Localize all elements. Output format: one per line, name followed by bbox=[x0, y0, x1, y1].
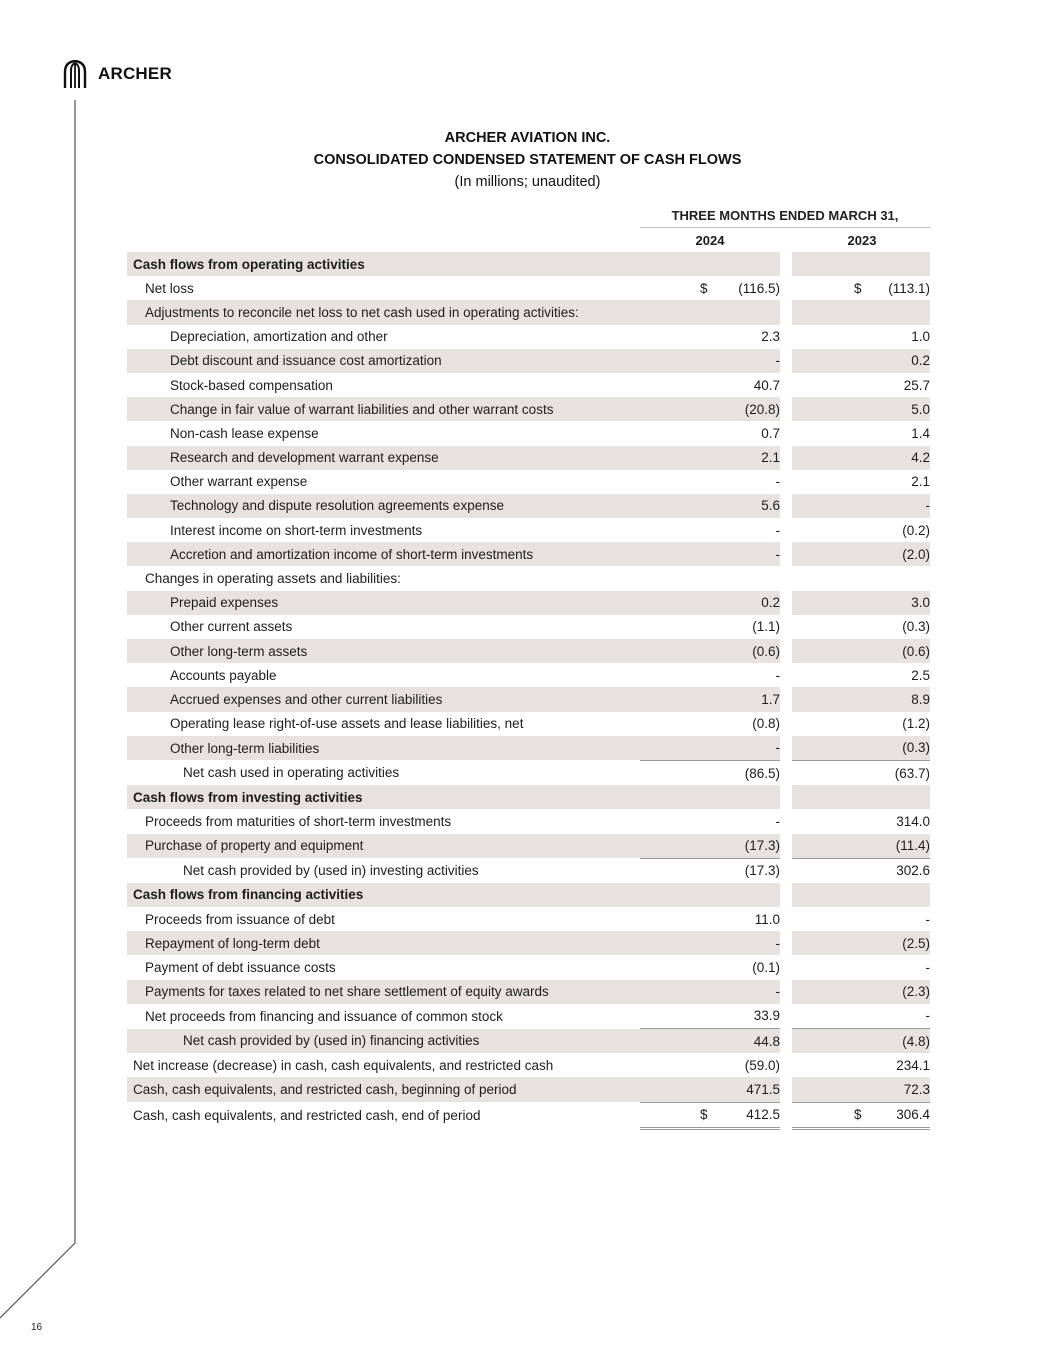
value-2023 bbox=[792, 566, 930, 590]
column-gap bbox=[780, 1077, 792, 1102]
amount: - bbox=[775, 813, 780, 829]
value-2023 bbox=[792, 252, 930, 276]
value-2023 bbox=[792, 1077, 930, 1102]
column-gap bbox=[780, 809, 792, 833]
amount: (0.8) bbox=[752, 716, 780, 732]
column-gap bbox=[780, 663, 792, 687]
value-2024 bbox=[640, 397, 780, 421]
amount: (2.5) bbox=[902, 935, 930, 951]
column-gap bbox=[780, 349, 792, 373]
value-2024 bbox=[640, 687, 780, 711]
amount: (0.3) bbox=[902, 619, 930, 635]
amount: (0.3) bbox=[902, 740, 930, 756]
row-label: Net cash provided by (used in) financing activities bbox=[127, 1029, 640, 1054]
amount: - bbox=[775, 667, 780, 683]
column-gap bbox=[780, 955, 792, 979]
value-2024 bbox=[640, 252, 780, 276]
value-2024 bbox=[640, 1077, 780, 1102]
value-2024 bbox=[640, 349, 780, 373]
value-2024 bbox=[640, 1102, 780, 1128]
value-2024 bbox=[640, 883, 780, 907]
cash-flow-table bbox=[127, 252, 930, 1130]
amount: 234.1 bbox=[896, 1057, 930, 1073]
amount: 4.2 bbox=[911, 450, 930, 466]
column-gap bbox=[780, 470, 792, 494]
amount: 2.1 bbox=[911, 474, 930, 490]
column-gap bbox=[780, 639, 792, 663]
column-gap bbox=[780, 300, 792, 324]
amount: (86.5) bbox=[744, 765, 780, 781]
year-header-2024: 2024 bbox=[695, 233, 725, 248]
amount: 0.2 bbox=[761, 595, 780, 611]
value-2024 bbox=[640, 300, 780, 324]
value-2024 bbox=[640, 980, 780, 1004]
table-row bbox=[127, 325, 930, 349]
table-row bbox=[127, 980, 930, 1004]
table-row bbox=[127, 470, 930, 494]
row-label: Cash, cash equivalents, and restricted cash, end of period bbox=[133, 1107, 481, 1123]
value-2023 bbox=[792, 1029, 930, 1054]
amount: (2.3) bbox=[902, 984, 930, 1000]
table-row bbox=[127, 858, 930, 883]
amount: 1.0 bbox=[911, 329, 930, 345]
amount: 0.2 bbox=[911, 353, 930, 369]
row-label: Interest income on short-term investments bbox=[170, 522, 423, 538]
amount: 1.4 bbox=[911, 425, 930, 441]
amount: (116.5) bbox=[738, 280, 780, 296]
table-row bbox=[127, 639, 930, 663]
amount: - bbox=[775, 546, 780, 562]
table-row bbox=[127, 931, 930, 955]
row-label: Net loss bbox=[145, 280, 194, 296]
amount: (1.2) bbox=[902, 716, 930, 732]
amount: 5.0 bbox=[911, 401, 930, 417]
row-label: Accrued expenses and other current liabilities bbox=[127, 687, 640, 711]
amount: 11.0 bbox=[754, 911, 780, 927]
table-row bbox=[127, 300, 930, 324]
amount: (63.7) bbox=[894, 765, 930, 781]
table-row bbox=[127, 494, 930, 518]
value-2024 bbox=[640, 1029, 780, 1054]
amount: 8.9 bbox=[911, 691, 930, 707]
column-gap bbox=[780, 834, 792, 859]
column-gap bbox=[780, 785, 792, 809]
column-gap bbox=[780, 931, 792, 955]
value-2023 bbox=[792, 1053, 930, 1077]
table-row bbox=[127, 883, 930, 907]
table-row bbox=[127, 1053, 930, 1077]
table-row bbox=[127, 1102, 930, 1128]
table-row bbox=[127, 809, 930, 833]
amount: 33.9 bbox=[753, 1008, 780, 1024]
row-label: Research and development warrant expense bbox=[127, 446, 640, 470]
column-gap bbox=[780, 712, 792, 736]
statement-title: CONSOLIDATED CONDENSED STATEMENT OF CASH FLOWS bbox=[313, 152, 742, 168]
row-label: Cash flows from operating activities bbox=[127, 252, 640, 276]
value-2024 bbox=[640, 325, 780, 349]
value-2024 bbox=[640, 1053, 780, 1077]
value-2024 bbox=[640, 494, 780, 518]
column-gap bbox=[780, 1029, 792, 1054]
table-row bbox=[127, 518, 930, 542]
row-label: Technology and dispute resolution agreements expense bbox=[127, 494, 640, 518]
row-label: Depreciation, amortization and other bbox=[170, 329, 388, 345]
amount: (0.1) bbox=[752, 960, 780, 976]
value-2024 bbox=[640, 470, 780, 494]
column-gap bbox=[780, 907, 792, 931]
value-2024 bbox=[640, 542, 780, 566]
value-2023 bbox=[792, 712, 930, 736]
value-2023 bbox=[792, 446, 930, 470]
amount: 2.1 bbox=[761, 450, 780, 466]
row-label: Cash, cash equivalents, and restricted cash, beginning of period bbox=[127, 1077, 640, 1102]
amount: (2.0) bbox=[902, 546, 930, 562]
value-2023 bbox=[792, 785, 930, 809]
value-2024 bbox=[640, 907, 780, 931]
value-2024 bbox=[640, 931, 780, 955]
value-2024 bbox=[640, 858, 780, 883]
amount: - bbox=[775, 740, 780, 756]
amount: (20.8) bbox=[744, 401, 780, 417]
value-2024 bbox=[640, 712, 780, 736]
amount: - bbox=[775, 522, 780, 538]
value-2023 bbox=[792, 300, 930, 324]
column-gap bbox=[780, 494, 792, 518]
row-label: Other long-term liabilities bbox=[127, 736, 640, 761]
amount: - bbox=[925, 1008, 930, 1024]
value-2023 bbox=[792, 1004, 930, 1029]
row-label: Proceeds from issuance of debt bbox=[145, 911, 335, 927]
amount: 25.7 bbox=[903, 377, 930, 393]
table-row bbox=[127, 373, 930, 397]
amount: 306.4 bbox=[896, 1107, 930, 1123]
value-2023 bbox=[792, 980, 930, 1004]
value-2023 bbox=[792, 373, 930, 397]
column-gap bbox=[780, 687, 792, 711]
column-gap bbox=[780, 252, 792, 276]
column-gap bbox=[780, 883, 792, 907]
row-label: Other warrant expense bbox=[170, 474, 308, 490]
value-2024 bbox=[640, 955, 780, 979]
amount: 2.3 bbox=[761, 329, 780, 345]
amount: (0.2) bbox=[902, 522, 930, 538]
currency-symbol: $ bbox=[854, 1107, 862, 1123]
row-label: Accretion and amortization income of short-term investments bbox=[127, 542, 640, 566]
amount: 44.8 bbox=[753, 1033, 780, 1049]
value-2023 bbox=[792, 397, 930, 421]
row-label: Net proceeds from financing and issuance of common stock bbox=[145, 1008, 503, 1024]
amount: (17.3) bbox=[744, 838, 780, 854]
row-label: Proceeds from maturities of short-term investments bbox=[145, 813, 452, 829]
value-2024 bbox=[640, 421, 780, 445]
value-2023 bbox=[792, 955, 930, 979]
row-label: Payment of debt issuance costs bbox=[145, 960, 336, 976]
row-label: Payments for taxes related to net share settlement of equity awards bbox=[127, 980, 640, 1004]
row-label: Operating lease right-of-use assets and lease liabilities, net bbox=[170, 716, 524, 732]
amount: - bbox=[775, 984, 780, 1000]
value-2023 bbox=[792, 809, 930, 833]
row-label: Purchase of property and equipment bbox=[127, 834, 640, 859]
row-label: Prepaid expenses bbox=[127, 591, 640, 615]
value-2023 bbox=[792, 421, 930, 445]
value-2024 bbox=[640, 446, 780, 470]
value-2024 bbox=[640, 276, 780, 300]
amount: - bbox=[925, 498, 930, 514]
value-2023 bbox=[792, 858, 930, 883]
column-gap bbox=[780, 446, 792, 470]
value-2023 bbox=[792, 325, 930, 349]
value-2024 bbox=[640, 518, 780, 542]
value-2024 bbox=[640, 566, 780, 590]
table-row bbox=[127, 566, 930, 590]
currency-symbol: $ bbox=[700, 1107, 708, 1123]
table-row bbox=[127, 907, 930, 931]
amount: 412.5 bbox=[746, 1107, 780, 1123]
column-gap bbox=[780, 276, 792, 300]
value-2023 bbox=[792, 834, 930, 859]
value-2023 bbox=[792, 542, 930, 566]
amount: 5.6 bbox=[761, 498, 780, 514]
value-2023 bbox=[792, 663, 930, 687]
amount: (0.6) bbox=[902, 643, 930, 659]
table-row bbox=[127, 1029, 930, 1054]
brand-name: ARCHER bbox=[98, 64, 172, 83]
amount: 302.6 bbox=[896, 863, 930, 879]
value-2024 bbox=[640, 663, 780, 687]
row-label: Other long-term assets bbox=[127, 639, 640, 663]
table-row bbox=[127, 687, 930, 711]
table-row bbox=[127, 834, 930, 859]
value-2023 bbox=[792, 931, 930, 955]
table-row bbox=[127, 955, 930, 979]
column-gap bbox=[780, 325, 792, 349]
amount: - bbox=[775, 935, 780, 951]
value-2023 bbox=[792, 591, 930, 615]
value-2024 bbox=[640, 809, 780, 833]
row-label: Adjustments to reconcile net loss to net cash used in operating activities: bbox=[127, 300, 640, 324]
column-gap bbox=[780, 980, 792, 1004]
value-2024 bbox=[640, 785, 780, 809]
table-row bbox=[127, 542, 930, 566]
amount: - bbox=[925, 960, 930, 976]
amount: (1.1) bbox=[752, 619, 780, 635]
table-row bbox=[127, 615, 930, 639]
currency-symbol: $ bbox=[854, 280, 862, 296]
value-2023 bbox=[792, 470, 930, 494]
table-row bbox=[127, 446, 930, 470]
value-2024 bbox=[640, 615, 780, 639]
value-2023 bbox=[792, 687, 930, 711]
column-gap bbox=[780, 373, 792, 397]
units-subtitle: (In millions; unaudited) bbox=[454, 174, 601, 190]
column-gap bbox=[780, 518, 792, 542]
column-gap bbox=[780, 760, 792, 785]
archer-logo bbox=[62, 60, 172, 88]
column-gap bbox=[780, 1004, 792, 1029]
column-gap bbox=[780, 615, 792, 639]
column-gap bbox=[780, 858, 792, 883]
amount: (59.0) bbox=[744, 1057, 780, 1073]
page-number: 16 bbox=[31, 1322, 43, 1333]
amount: - bbox=[775, 353, 780, 369]
value-2024 bbox=[640, 736, 780, 761]
table-row bbox=[127, 663, 930, 687]
table-row bbox=[127, 349, 930, 373]
table-row bbox=[127, 1077, 930, 1102]
table-row bbox=[127, 1004, 930, 1029]
value-2023 bbox=[792, 639, 930, 663]
row-label: Net cash used in operating activities bbox=[183, 765, 400, 781]
table-row bbox=[127, 712, 930, 736]
amount: (4.8) bbox=[902, 1033, 930, 1049]
currency-symbol: $ bbox=[700, 280, 708, 296]
table-row bbox=[127, 785, 930, 809]
amount: 2.5 bbox=[911, 667, 930, 683]
column-gap bbox=[780, 421, 792, 445]
value-2024 bbox=[640, 1004, 780, 1029]
value-2023 bbox=[792, 1102, 930, 1128]
value-2024 bbox=[640, 639, 780, 663]
row-label: Cash flows from investing activities bbox=[127, 785, 640, 809]
row-label: Debt discount and issuance cost amortization bbox=[127, 349, 640, 373]
amount: 314.0 bbox=[896, 813, 930, 829]
value-2023 bbox=[792, 615, 930, 639]
row-label: Net cash provided by (used in) investing activities bbox=[183, 863, 479, 879]
amount: - bbox=[775, 474, 780, 490]
value-2023 bbox=[792, 883, 930, 907]
amount: 40.7 bbox=[753, 377, 780, 393]
value-2024 bbox=[640, 760, 780, 785]
row-label: Change in fair value of warrant liabilities and other warrant costs bbox=[127, 397, 640, 421]
column-gap bbox=[780, 397, 792, 421]
row-label: Non-cash lease expense bbox=[170, 425, 319, 441]
row-label: Changes in operating assets and liabilities: bbox=[145, 571, 401, 587]
amount: 471.5 bbox=[746, 1081, 780, 1097]
column-gap bbox=[780, 1053, 792, 1077]
value-2023 bbox=[792, 907, 930, 931]
value-2023 bbox=[792, 518, 930, 542]
period-header-rule bbox=[640, 227, 930, 228]
period-header: THREE MONTHS ENDED MARCH 31, bbox=[671, 208, 899, 223]
value-2023 bbox=[792, 760, 930, 785]
year-header-2023: 2023 bbox=[847, 233, 877, 248]
value-2023 bbox=[792, 276, 930, 300]
amount: (113.1) bbox=[888, 280, 930, 296]
table-row bbox=[127, 252, 930, 276]
amount: - bbox=[925, 911, 930, 927]
table-row bbox=[127, 276, 930, 300]
value-2024 bbox=[640, 591, 780, 615]
row-label: Cash flows from financing activities bbox=[127, 883, 640, 907]
amount: 1.7 bbox=[761, 691, 780, 707]
row-label: Accounts payable bbox=[170, 667, 277, 683]
table-row bbox=[127, 591, 930, 615]
column-gap bbox=[780, 1102, 792, 1128]
value-2023 bbox=[792, 349, 930, 373]
amount: (0.6) bbox=[752, 643, 780, 659]
column-gap bbox=[780, 591, 792, 615]
value-2024 bbox=[640, 373, 780, 397]
value-2023 bbox=[792, 736, 930, 761]
column-gap bbox=[780, 736, 792, 761]
amount: 0.7 bbox=[761, 425, 780, 441]
column-gap bbox=[780, 542, 792, 566]
row-label: Repayment of long-term debt bbox=[127, 931, 640, 955]
amount: (11.4) bbox=[895, 838, 930, 854]
amount: 3.0 bbox=[911, 595, 930, 611]
amount: 72.3 bbox=[903, 1081, 930, 1097]
company-title: ARCHER AVIATION INC. bbox=[444, 130, 611, 146]
table-row bbox=[127, 421, 930, 445]
table-row bbox=[127, 736, 930, 761]
amount: (17.3) bbox=[744, 863, 780, 879]
value-2024 bbox=[640, 834, 780, 859]
table-row bbox=[127, 397, 930, 421]
column-gap bbox=[780, 566, 792, 590]
table-row bbox=[127, 760, 930, 785]
row-label: Net increase (decrease) in cash, cash equivalents, and restricted cash bbox=[133, 1057, 554, 1073]
row-label: Stock-based compensation bbox=[170, 377, 333, 393]
archer-logo-icon bbox=[62, 60, 88, 88]
row-label: Other current assets bbox=[170, 619, 293, 635]
page-border-line bbox=[0, 0, 90, 1365]
value-2023 bbox=[792, 494, 930, 518]
